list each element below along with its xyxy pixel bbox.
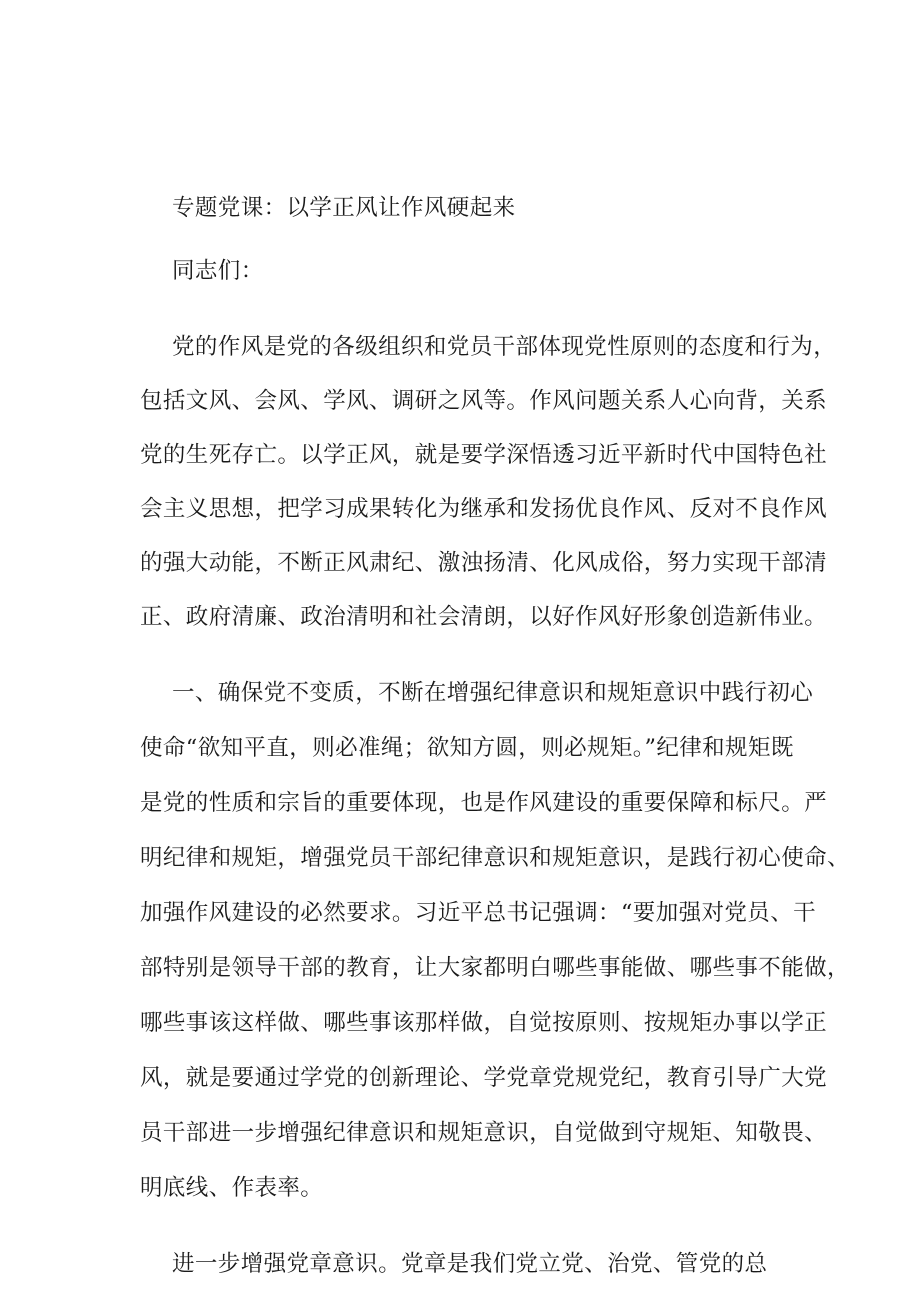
text-line: 风，就是要通过学党的创新理论、学党章党规党纪，教育引导广大党 [140,1065,828,1091]
text-line: 明纪律和规矩，增强党员干部纪律意识和规矩意识，是践行初心使命、 [140,845,850,871]
text-line: 部特别是领导干部的教育，让大家都明白哪些事能做、哪些事不能做， [140,955,850,981]
text-line: 哪些事该这样做、哪些事该那样做，自觉按原则、按规矩办事以学正 [140,1010,828,1036]
text-line: 的强大动能，不断正风肃纪、激浊扬清、化风成俗，努力实现干部清 [140,550,828,576]
text-line: 正、政府清廉、政治清明和社会清朗，以好作风好形象创造新伟业。 [140,604,828,630]
text-line: 加强作风建设的必然要求。习近平总书记强调：“要加强对党员、干 [140,900,817,926]
greeting: 同志们： [172,258,264,284]
text-line: 进一步增强党章意识。党章是我们党立党、治党、管党的总 [172,1251,768,1277]
document-title: 专题党课：以学正风让作风硬起来 [172,195,516,221]
text-line: 员干部进一步增强纪律意识和规矩意识，自觉做到守规矩、知敬畏、 [140,1120,828,1146]
text-line: 包括文风、会风、学风、调研之风等。作风问题关系人心向背，关系 [140,388,828,414]
text-line: 党的生死存亡。以学正风，就是要学深悟透习近平新时代中国特色社 [140,442,828,468]
text-line: 明底线、作表率。 [140,1175,324,1201]
text-line: 会主义思想，把学习成果转化为继承和发扬优良作风、反对不良作风 [140,496,828,522]
text-line: 党的作风是党的各级组织和党员干部体现党性原则的态度和行为， [172,334,837,360]
text-line: 使命“欲知平直，则必准绳；欲知方圆，则必规矩。”纪律和规矩既 [140,735,794,761]
text-line: 一、确保党不变质，不断在增强纪律意识和规矩意识中践行初心 [172,680,814,706]
text-line: 是党的性质和宗旨的重要体现，也是作风建设的重要保障和标尺。严 [140,790,828,816]
